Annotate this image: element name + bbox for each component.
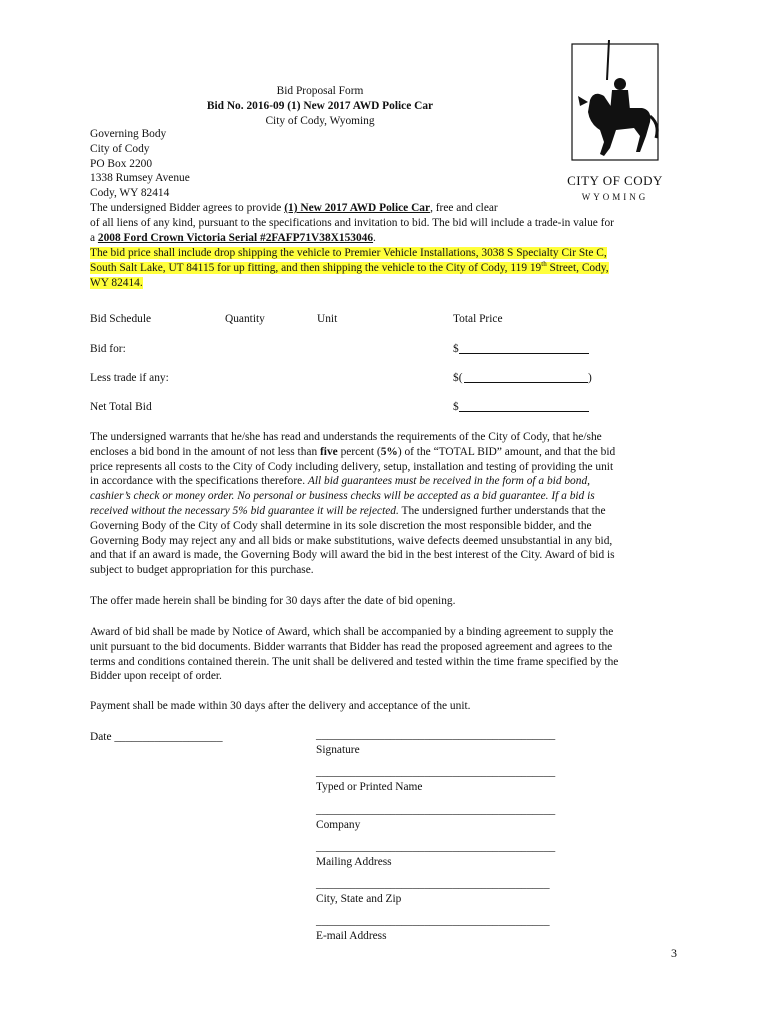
signature-label: Signature (316, 743, 360, 756)
typed-name-block (316, 765, 555, 795)
net-total-row: Net Total Bid $ (90, 401, 459, 413)
typed-name-line[interactable]: __________________________________________ (316, 766, 556, 778)
binding-paragraph: The offer made herein shall be binding for 30 days after the date of bid opening. (90, 595, 456, 607)
city-heading: City of Cody, Wyoming (265, 115, 375, 127)
net-total-field[interactable] (459, 411, 589, 412)
email-block (316, 914, 550, 944)
bid-for-row: Bid for: $ (90, 343, 459, 355)
col-unit: Unit (317, 313, 338, 325)
col-bid-schedule: Bid Schedule (90, 313, 152, 325)
city-logo (560, 38, 670, 208)
city-state-zip-line[interactable]: _________________________________________ (316, 878, 550, 890)
agreement-line-1: The undersigned Bidder agrees to provide (1) New 2017 AWD Police Car, free and clear (90, 202, 498, 214)
address-block (90, 127, 190, 201)
mailing-label: Mailing Address (316, 855, 392, 868)
logo-state-text: WYOMING (581, 192, 649, 202)
shipping-line-3: WY 82414. (90, 277, 143, 289)
email-label: E-mail Address (316, 929, 387, 942)
address-line: PO Box 2200 (90, 157, 153, 170)
warrants-paragraph: The undersigned warrants that he/she has read and understands the requirements of the City of Cody, that he/she encloses a bid bond in the amount of not less than five percent (5%) of the “TOTAL BID” amount, and that the bid price represents all costs to the City of Cody including delivery, setup, installation and testing of providing the unit in accordance with the specifications therefore. All bid guarantees must be received in the form of a bid bond, cashier’s check or money order. No personal or business checks will be accepted as a bid guarantee. If a bid is received without the necessary 5% bid guarantee it will be rejected. The undersigned further understands that the Governing Body of the City of Cody shall determine in its sole discretion the most responsible bidder, and the Governing Body may reject any and all bids or make substitutions, waive defects deemed unsubstantial in any bid, and that if an award is made, the Governing Body will award the bid in the best interest of the City. Award of bid is subject to budget appropriation for this purchase. (90, 431, 616, 577)
col-total-price: Total Price (453, 313, 503, 325)
bid-for-field[interactable] (459, 353, 589, 354)
award-paragraph: Award of bid shall be made by Notice of Award, which shall be accompanied by a binding agreement to supply the unit pursuant to the bid documents. Bidder warrants that Bidder has read the proposed agreement and agrees to the terms and conditions contained therein. The unit shall be delivered and tested within the time frame specified by the Bidder upon receipt of order. (90, 626, 619, 683)
shipping-line-2: South Salt Lake, UT 84115 for up fitting, and then shipping the vehicle to the City of Cody, 119 19th Street, Cody, (90, 260, 609, 274)
page-number: 3 (671, 946, 677, 960)
signature-block (316, 728, 555, 758)
bid-number: Bid No. 2016-09 (1) New 2017 AWD Police Car (206, 100, 434, 112)
form-title: Bid Proposal Form (276, 85, 364, 97)
company-line[interactable]: __________________________________________ (316, 804, 556, 816)
typed-name-label: Typed or Printed Name (316, 780, 423, 793)
agreement-line-3: a 2008 Ford Crown Victoria Serial #2FAFP71V38X153046. (90, 232, 376, 244)
city-state-zip-label: City, State and Zip (316, 892, 402, 905)
signature-line[interactable]: __________________________________________ (316, 729, 556, 741)
address-line: Cody, WY 82414 (90, 187, 170, 200)
date-field[interactable]: Date ___________________ (90, 731, 223, 743)
cowboy-horse-icon (560, 38, 670, 178)
company-label: Company (316, 818, 361, 831)
mailing-block (316, 840, 555, 870)
mailing-line[interactable]: __________________________________________ (316, 841, 556, 853)
payment-paragraph: Payment shall be made within 30 days after the delivery and acceptance of the unit. (90, 700, 471, 712)
less-trade-row: Less trade if any: $( ) (90, 372, 592, 384)
address-line: 1338 Rumsey Avenue (90, 172, 190, 185)
company-block (316, 803, 555, 833)
logo-city-text: CITY OF CODY (567, 173, 663, 188)
less-trade-field[interactable] (464, 382, 588, 383)
agreement-line-2: of all liens of any kind, pursuant to the specifications and invitation to bid. The bid will include a trade-in value for (90, 217, 614, 229)
address-line: Governing Body (90, 128, 167, 140)
schedule-header (90, 312, 610, 328)
trade-in-vehicle: 2008 Ford Crown Victoria Serial #2FAFP71V38X153046 (97, 232, 374, 244)
col-quantity: Quantity (225, 313, 265, 325)
city-state-zip-block (316, 877, 550, 907)
vehicle-item: (1) New 2017 AWD Police Car (284, 202, 431, 214)
email-line[interactable]: _________________________________________ (316, 915, 550, 927)
shipping-line-1: The bid price shall include drop shipping the vehicle to Premier Vehicle Installations, 3038 S Specialty Cir Ste C, (90, 247, 607, 259)
address-line: City of Cody (90, 142, 150, 155)
